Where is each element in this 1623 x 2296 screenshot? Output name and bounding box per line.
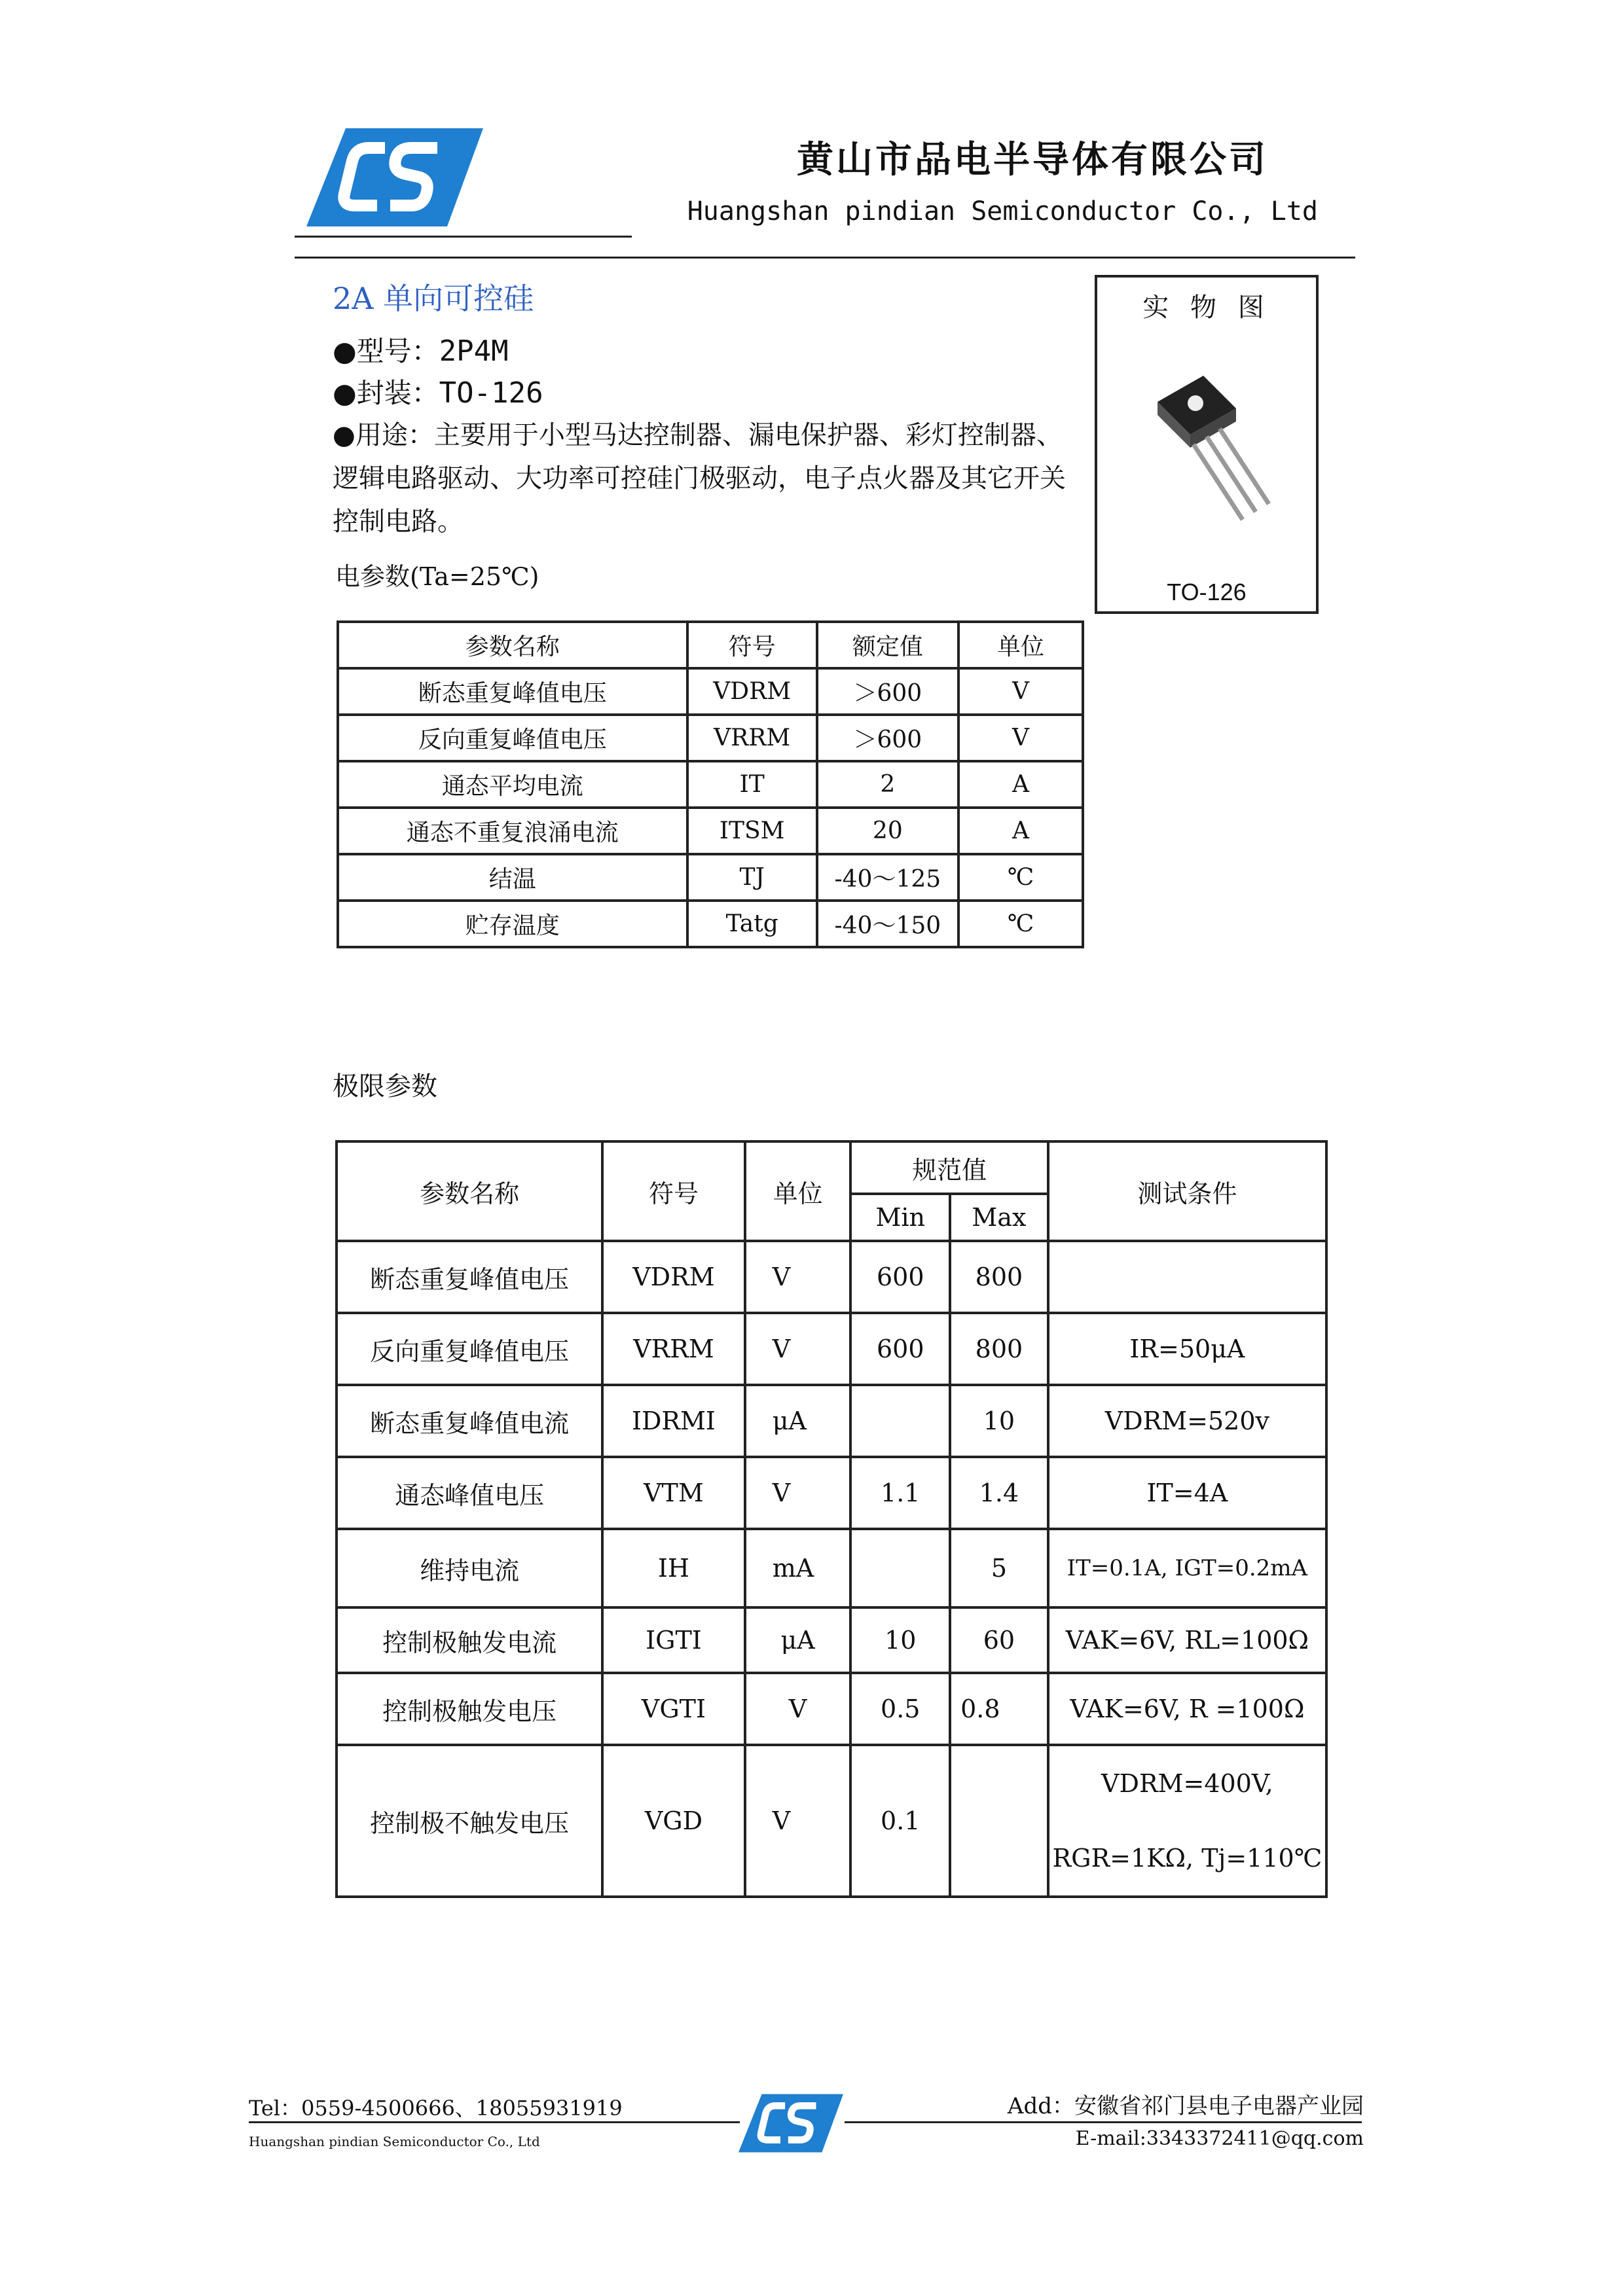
table-row: [338, 854, 1083, 901]
table-row: [337, 1457, 1326, 1529]
package-value: TO-126: [439, 376, 543, 410]
cell: [1048, 1241, 1326, 1313]
electrical-title: 电参数(Ta=25℃): [335, 562, 539, 591]
cell: VRRM: [687, 715, 817, 761]
photo-caption: TO-126: [1167, 579, 1247, 605]
cell: 0.8: [950, 1673, 1048, 1745]
cell: V: [745, 1745, 851, 1897]
cell: 20: [817, 808, 958, 854]
limits-table: [335, 1140, 1328, 1898]
cell: V: [745, 1673, 851, 1745]
package-label: ●封装：: [333, 377, 439, 409]
header-cell: Max: [950, 1194, 1048, 1241]
cell: VDRM=520v: [1048, 1385, 1326, 1457]
cell: 1.4: [950, 1457, 1048, 1529]
cell: VDRM: [602, 1241, 745, 1313]
cell: 0.5: [850, 1673, 950, 1745]
cell: 控制极触发电流: [337, 1607, 602, 1673]
company-logo-icon: [306, 128, 483, 226]
cell: IGTI: [602, 1607, 745, 1673]
cell: 通态平均电流: [338, 761, 687, 808]
header-cell: 参数名称: [338, 622, 687, 668]
cell: IT=4A: [1048, 1457, 1326, 1529]
cell: 0.1: [850, 1745, 950, 1897]
footer-divider-right: [845, 2121, 1362, 2123]
table-row: [337, 1385, 1326, 1457]
cell: 反向重复峰值电压: [338, 715, 687, 761]
header-cell: 单位: [745, 1141, 851, 1241]
cell: IH: [602, 1529, 745, 1607]
header-cell: 测试条件: [1048, 1141, 1326, 1241]
table-row: [337, 1529, 1326, 1607]
header-cell: 符号: [602, 1141, 745, 1241]
cell: 通态不重复浪涌电流: [338, 808, 687, 854]
cell: 60: [950, 1607, 1048, 1673]
cell: V: [958, 668, 1083, 715]
photo-box: [1095, 275, 1319, 614]
header-divider-short: [295, 236, 632, 238]
cell: -40～150: [817, 901, 958, 947]
header-cell: 规范值: [850, 1141, 1048, 1194]
header-divider: [295, 257, 1355, 259]
photo-title: 实 物 图: [1142, 293, 1271, 323]
cell: μA: [745, 1385, 851, 1457]
cell: 控制极不触发电压: [337, 1745, 602, 1897]
cell: 控制极触发电压: [337, 1673, 602, 1745]
cell: IT=0.1A, IGT=0.2mA: [1048, 1529, 1326, 1607]
cell: 800: [950, 1241, 1048, 1313]
cell: VTM: [602, 1457, 745, 1529]
cell: ℃: [958, 854, 1083, 901]
product-title: 2A 单向可控硅: [333, 281, 534, 316]
model-line: [333, 330, 509, 369]
cell: IR=50μA: [1048, 1313, 1326, 1385]
cell: -40～125: [817, 854, 958, 901]
cell: 600: [850, 1313, 950, 1385]
limits-title: 极限参数: [333, 1071, 437, 1102]
cell: μA: [745, 1607, 851, 1673]
electrical-table: [337, 620, 1084, 948]
cell: A: [958, 761, 1083, 808]
table-row: [338, 901, 1083, 947]
cell: 2: [817, 761, 958, 808]
to126-package-icon: [1144, 363, 1275, 546]
footer-company-en: Huangshan pindian Semiconductor Co., Ltd: [249, 2134, 540, 2149]
table-row: [337, 1745, 1326, 1897]
table-header-row: [337, 1141, 1326, 1194]
package-line: [333, 372, 543, 411]
table-row: [338, 761, 1083, 808]
cell: 贮存温度: [338, 901, 687, 947]
header-cell: 额定值: [817, 622, 958, 668]
cell: VAK=6V, R =100Ω: [1048, 1673, 1326, 1745]
cell: VGD: [602, 1745, 745, 1897]
header-cell: 参数名称: [337, 1141, 602, 1241]
cell: ＞600: [817, 668, 958, 715]
header-cell: 单位: [958, 622, 1083, 668]
cell: V: [745, 1313, 851, 1385]
table-row: [337, 1313, 1326, 1385]
cell: 10: [950, 1385, 1048, 1457]
cond-line-1: VDRM=400V,: [1101, 1769, 1273, 1798]
model-value: 2P4M: [439, 334, 509, 368]
table-row: [338, 668, 1083, 715]
usage-text: ●用途：主要用于小型马达控制器、漏电保护器、彩灯控制器、逻辑电路驱动、大功率可控硅门极驱动，电子点火器及其它开关控制电路。: [333, 420, 1066, 537]
cell: 断态重复峰值电流: [337, 1385, 602, 1457]
cell: ＞600: [817, 715, 958, 761]
cell: [850, 1529, 950, 1607]
cell: 结温: [338, 854, 687, 901]
cell: V: [745, 1457, 851, 1529]
cell: V: [745, 1241, 851, 1313]
cell: [950, 1745, 1048, 1897]
cell: IT: [687, 761, 817, 808]
header-cell: Min: [850, 1194, 950, 1241]
cell: VAK=6V, RL=100Ω: [1048, 1607, 1326, 1673]
cell: 通态峰值电压: [337, 1457, 602, 1529]
company-name-cn: 黄山市品电半导体有限公司: [797, 139, 1268, 181]
cell: VDRM: [687, 668, 817, 715]
table-row: [338, 808, 1083, 854]
cell: 600: [850, 1241, 950, 1313]
table-row: [338, 715, 1083, 761]
company-name-en: Huangshan pindian Semiconductor Co., Ltd: [687, 196, 1318, 226]
footer-logo-icon: [739, 2092, 843, 2155]
cell: 10: [850, 1607, 950, 1673]
footer-divider-left: [249, 2121, 740, 2123]
cell: [1048, 1745, 1326, 1897]
cell: VGTI: [602, 1673, 745, 1745]
cell: 1.1: [850, 1457, 950, 1529]
cell: mA: [745, 1529, 851, 1607]
footer-tel: Tel：0559-4500666、18055931919: [249, 2096, 623, 2121]
cell: ITSM: [687, 808, 817, 854]
table-row: [337, 1607, 1326, 1673]
table-row: [337, 1241, 1326, 1313]
header-cell: 符号: [687, 622, 817, 668]
table-header-row: [338, 622, 1083, 668]
cell: 800: [950, 1313, 1048, 1385]
table-row: [337, 1673, 1326, 1745]
footer-email: E-mail:3343372411@qq.com: [1075, 2127, 1364, 2150]
cell: IDRMI: [602, 1385, 745, 1457]
cell: TJ: [687, 854, 817, 901]
cell: 断态重复峰值电压: [338, 668, 687, 715]
cell: 断态重复峰值电压: [337, 1241, 602, 1313]
cell: Tatg: [687, 901, 817, 947]
cell: A: [958, 808, 1083, 854]
cell: 反向重复峰值电压: [337, 1313, 602, 1385]
model-label: ●型号：: [333, 335, 439, 367]
cell: 维持电流: [337, 1529, 602, 1607]
cond-line-2: RGR=1KΩ, Tj=110℃: [1052, 1844, 1322, 1873]
cell: ℃: [958, 901, 1083, 947]
cell: V: [958, 715, 1083, 761]
cell: 5: [950, 1529, 1048, 1607]
cell: VRRM: [602, 1313, 745, 1385]
cell: [850, 1385, 950, 1457]
footer-address: Add：安徽省祁门县电子电器产业园: [1007, 2093, 1364, 2119]
